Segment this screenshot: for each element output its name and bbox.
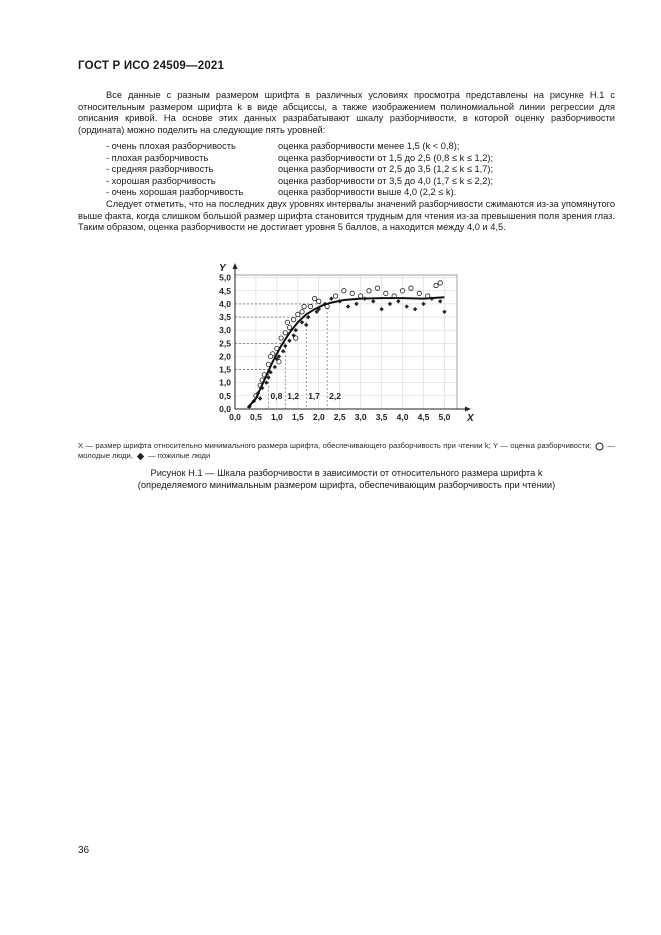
level-item bbox=[106, 141, 493, 153]
page-number: 36 bbox=[78, 845, 90, 856]
legibility-scale-chart bbox=[195, 255, 475, 435]
level-description: оценка разборчивости от 2,5 до 3,5 (1,2 ≤ k ≤ 1,7); bbox=[278, 164, 494, 175]
x-tick-label: 2,5 bbox=[333, 412, 346, 422]
data-point-young bbox=[367, 289, 371, 293]
y-tick-label: 2,5 bbox=[219, 338, 231, 349]
y-axis-arrow-icon bbox=[233, 263, 238, 269]
data-point-young bbox=[302, 304, 306, 308]
caption-line-1: Рисунок Н.1 — Шкала разборчивости в зависимости от относительного размера шрифта k bbox=[150, 468, 543, 478]
x-tick-label: 1,5 bbox=[291, 412, 304, 422]
x-tick-label: 3,0 bbox=[354, 412, 367, 422]
y-axis-label: Y bbox=[219, 263, 226, 274]
legibility-levels-list bbox=[106, 141, 493, 199]
data-point-young bbox=[358, 294, 362, 298]
data-point-young bbox=[384, 291, 388, 295]
y-tick-label: 4,0 bbox=[219, 298, 231, 309]
data-point-young bbox=[350, 291, 354, 295]
y-tick-label: 2,0 bbox=[219, 351, 231, 362]
caption-line-2: (определяемого минимальным размером шрифта, обеспечивающим разборчивость при чтении) bbox=[137, 479, 556, 490]
y-tick-label: 5,0 bbox=[219, 272, 231, 283]
data-point-young bbox=[333, 294, 337, 298]
y-tick-label: 0,5 bbox=[219, 390, 231, 401]
level-description: оценка разборчивости выше 4,0 (2,2 ≤ k). bbox=[278, 187, 457, 198]
open-circle-marker-icon bbox=[594, 442, 605, 451]
x-tick-label: 2,0 bbox=[312, 412, 325, 422]
data-point-young bbox=[342, 289, 346, 293]
level-name: - очень плохая разборчивость bbox=[106, 141, 236, 151]
threshold-label: 0,8 bbox=[270, 391, 283, 401]
level-name: - очень хорошая разборчивость bbox=[106, 187, 244, 198]
y-tick-label: 4,5 bbox=[219, 285, 231, 296]
filled-diamond-marker-icon bbox=[135, 452, 146, 461]
data-point-young bbox=[438, 281, 442, 285]
x-tick-label: 4,5 bbox=[417, 412, 430, 422]
data-point-young bbox=[434, 283, 438, 287]
data-point-young bbox=[291, 317, 295, 321]
threshold-label: 1,2 bbox=[287, 391, 300, 401]
document-header: ГОСТ Р ИСО 24509—2021 bbox=[78, 60, 225, 72]
data-point-young bbox=[283, 331, 287, 335]
y-tick-label: 3,0 bbox=[219, 325, 231, 336]
y-tick-label: 3,5 bbox=[219, 312, 231, 323]
x-axis-arrow-icon bbox=[465, 407, 471, 412]
legend-old-label: — пожилые люди bbox=[148, 451, 211, 461]
x-tick-label: 0,0 bbox=[229, 412, 241, 422]
x-tick-label: 4,0 bbox=[396, 412, 409, 422]
y-tick-label: 1,0 bbox=[219, 377, 231, 388]
data-point-young bbox=[296, 312, 300, 316]
data-point-young bbox=[285, 320, 289, 324]
level-item bbox=[106, 187, 493, 199]
data-point-young bbox=[400, 289, 404, 293]
level-item bbox=[106, 176, 493, 188]
data-point-young bbox=[375, 286, 379, 290]
figure-legend bbox=[78, 441, 615, 462]
x-tick-label: 0,5 bbox=[250, 412, 262, 422]
level-name: - плохая разборчивость bbox=[106, 152, 209, 163]
data-point-young bbox=[409, 286, 413, 290]
x-tick-label: 5,0 bbox=[438, 412, 451, 422]
threshold-label: 2,2 bbox=[329, 391, 341, 401]
threshold-label: 1,7 bbox=[308, 391, 321, 401]
data-point-young bbox=[268, 354, 272, 358]
data-point-young bbox=[300, 310, 304, 314]
x-tick-label: 1,0 bbox=[270, 412, 283, 422]
paragraph-note: Следует отметить, что на последних двух уровнях интервалы значений разборчивости сжимаются из-за упомянутого выше факта, когда слишком большой размер шрифта становится трудным для чтения из-за превышения поля зрения глаз. Таким образом, оценка разборчивости не достигает уровня 5 баллов, а находится между 4,0 и 4,5. bbox=[78, 199, 615, 233]
x-tick-label: 3,5 bbox=[375, 412, 388, 422]
y-tick-label: 0,0 bbox=[219, 404, 231, 414]
data-point-young bbox=[279, 336, 283, 340]
paragraph-intro: Все данные с разным размером шрифта в различных условиях просмотра представлены на рисунке Н.1 с относительным размером шрифта k в виде абсциссы, а также изображением полиномиальной линии регрессии для описания кривой. На основе этих данных разрабатывают шкалу разборчивости, в которой оценку разборчивости (ордината) можно поделить на следующие пять уровней: bbox=[78, 90, 615, 135]
data-point-young bbox=[312, 296, 316, 300]
level-description: оценка разборчивости от 3,5 до 4,0 (1,7 ≤ k ≤ 2,2); bbox=[278, 175, 494, 186]
data-point-young bbox=[317, 299, 321, 303]
y-tick-label: 1,5 bbox=[219, 364, 231, 375]
level-name: - средняя разборчивость bbox=[106, 164, 214, 175]
legend-young-label: — молодые люди, bbox=[78, 441, 615, 461]
data-point-young bbox=[287, 325, 291, 329]
level-description: оценка разборчивости от 1,5 до 2,5 (0,8 ≤ k ≤ 1,2); bbox=[278, 152, 494, 163]
level-description: оценка разборчивости менее 1,5 (k < 0,8); bbox=[278, 141, 460, 151]
level-name: - хорошая разборчивость bbox=[106, 175, 216, 186]
legend-axes-text: X — размер шрифта относительно минимального размера шрифта, обеспечивающего разборчивость при чтении k; Y — оценка разборчивости; bbox=[78, 441, 592, 450]
data-point-young bbox=[417, 291, 421, 295]
x-axis-label: X bbox=[467, 413, 474, 424]
data-point-young bbox=[308, 304, 312, 308]
figure-caption bbox=[78, 468, 615, 491]
level-item bbox=[106, 153, 493, 165]
level-item bbox=[106, 164, 493, 176]
